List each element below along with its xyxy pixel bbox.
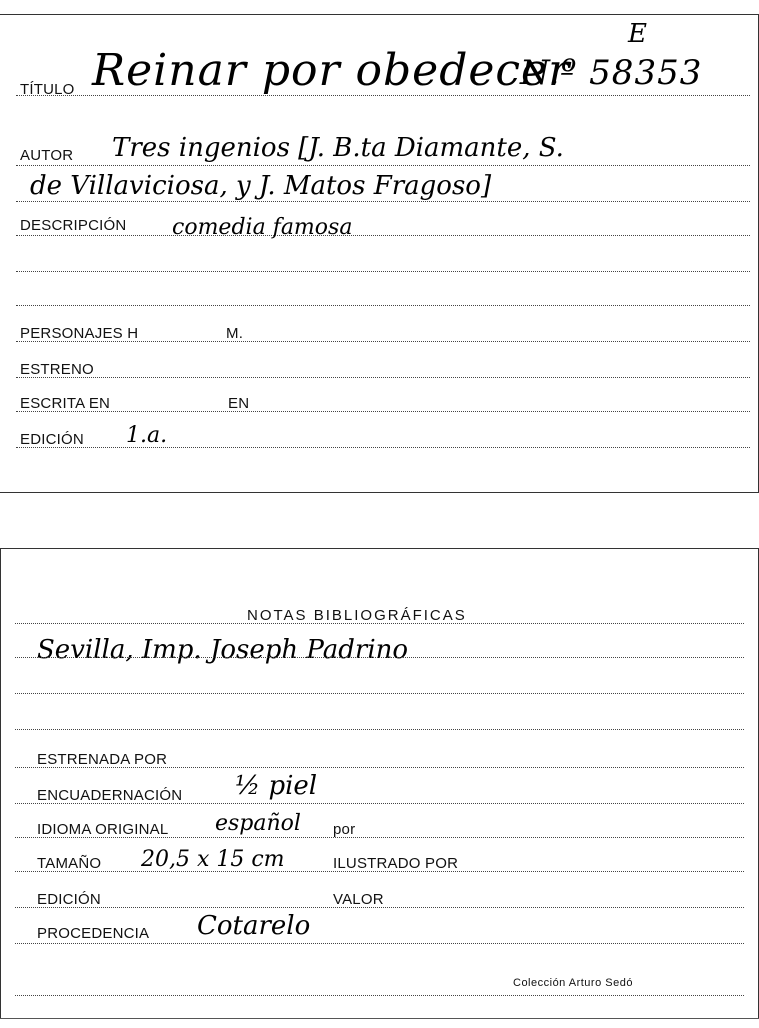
encuadernacion-value: ½ piel	[235, 771, 318, 801]
estrenada-label: ESTRENADA POR	[37, 751, 168, 768]
rule	[15, 693, 744, 694]
tamano-value: 20,5 x 15 cm	[141, 847, 285, 872]
estreno-label: ESTRENO	[20, 361, 94, 378]
rule	[15, 871, 744, 872]
descripcion-label: DESCRIPCIÓN	[20, 217, 127, 234]
rule	[15, 803, 744, 804]
catalog-card-top	[0, 14, 759, 493]
collection-footer: Colección Arturo Sedó	[513, 977, 633, 989]
rule	[16, 341, 750, 342]
procedencia-label: PROCEDENCIA	[37, 925, 150, 942]
autor-label: AUTOR	[20, 147, 74, 164]
idioma-label: IDIOMA ORIGINAL	[37, 821, 169, 838]
escrita-label: ESCRITA EN	[20, 395, 111, 412]
rule	[16, 305, 750, 306]
personajes-m-label: M.	[226, 325, 244, 342]
rule	[15, 623, 744, 624]
rule	[16, 377, 750, 378]
notas-heading: NOTAS BIBLIOGRÁFICAS	[247, 607, 467, 624]
idioma-value: español	[215, 811, 301, 836]
autor-value-2: de Villaviciosa, y J. Matos Fragoso]	[30, 171, 492, 201]
rule	[15, 767, 744, 768]
rule	[16, 95, 750, 96]
rule	[15, 729, 744, 730]
edicion-label-2: EDICIÓN	[37, 891, 101, 908]
rule	[16, 411, 750, 412]
numero-value: N.º 58353	[520, 53, 703, 93]
tamano-label: TAMAÑO	[37, 855, 102, 872]
rule	[16, 271, 750, 272]
autor-value: Tres ingenios [J. B.ta Diamante, S.	[112, 133, 564, 163]
rule	[15, 943, 744, 944]
rule	[16, 235, 750, 236]
titulo-label: TÍTULO	[20, 81, 75, 98]
personajes-label: PERSONAJES H	[20, 325, 139, 342]
descripcion-value: comedia famosa	[172, 215, 353, 240]
ilustrado-label: ILUSTRADO POR	[333, 855, 459, 872]
rule	[16, 447, 750, 448]
notas-value: Sevilla, Imp. Joseph Padrino	[37, 635, 409, 665]
en-label: EN	[228, 395, 250, 412]
catalog-card-bottom	[0, 548, 759, 1019]
rule	[16, 165, 750, 166]
rule	[16, 201, 750, 202]
procedencia-value: Cotarelo	[197, 911, 311, 941]
card-divider	[0, 492, 759, 493]
edicion-value: 1.a.	[126, 423, 168, 448]
edicion-label: EDICIÓN	[20, 431, 84, 448]
rule	[15, 837, 744, 838]
corner-mark: E	[628, 19, 647, 49]
rule	[15, 907, 744, 908]
por-label: por	[333, 821, 356, 838]
rule	[15, 995, 744, 996]
rule	[15, 657, 744, 658]
titulo-value: Reinar por obedecer	[92, 45, 571, 96]
valor-label: VALOR	[333, 891, 384, 908]
bottom-edge	[0, 1018, 759, 1019]
encuadernacion-label: ENCUADERNACIÓN	[37, 787, 183, 804]
